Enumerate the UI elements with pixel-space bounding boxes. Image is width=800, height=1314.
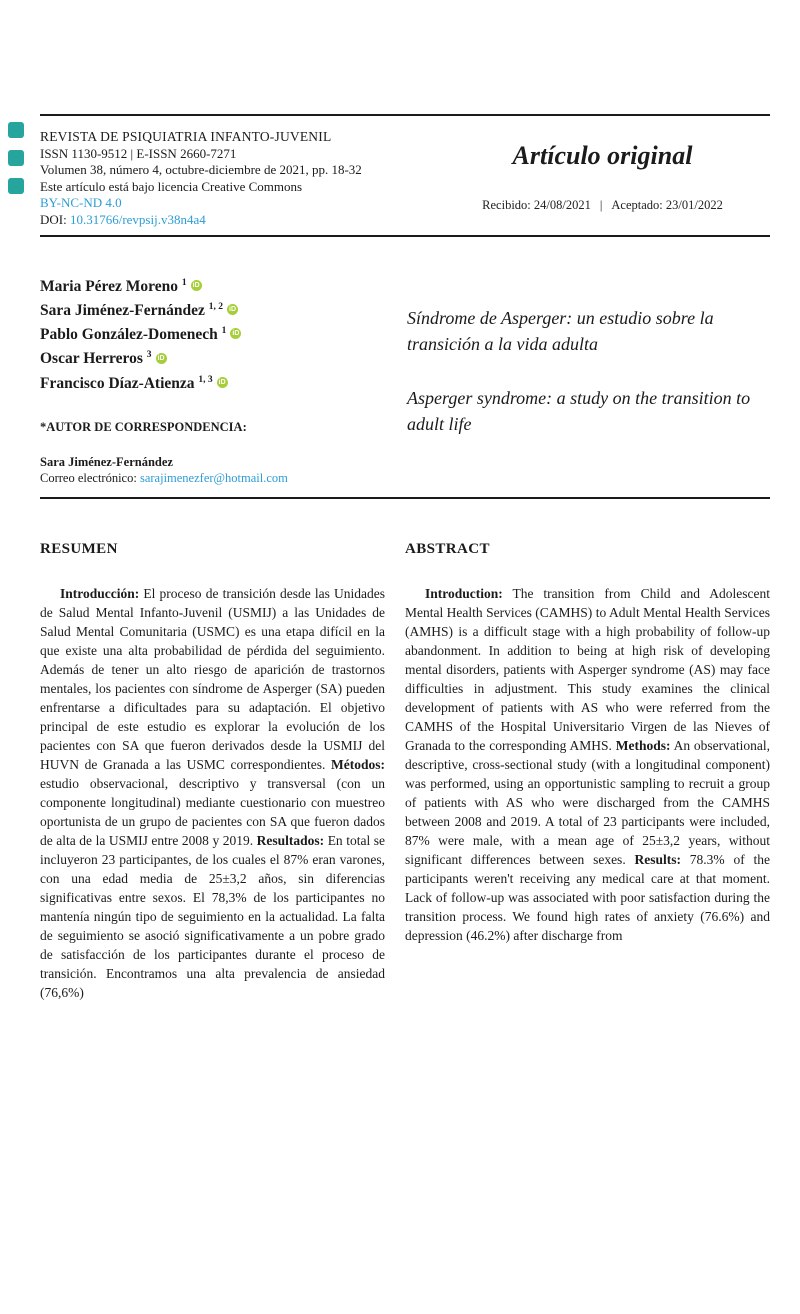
author-name: Sara Jiménez-Fernández <box>40 302 205 320</box>
journal-info-block <box>40 129 410 233</box>
orcid-icon[interactable] <box>227 304 238 315</box>
author-affiliation-sup: 3 <box>146 350 152 361</box>
journal-license-line <box>40 195 410 212</box>
journal-doi-line <box>40 212 410 229</box>
orcid-icon[interactable] <box>217 377 228 388</box>
abstract-column <box>405 541 770 1002</box>
author-affiliation-sup: 1, 2 <box>208 302 223 313</box>
brand-square-icon <box>8 178 24 194</box>
author-name: Francisco Díaz-Atienza <box>40 374 195 392</box>
orcid-icon[interactable] <box>191 280 202 291</box>
authors-titles-section <box>40 237 770 486</box>
correspondence-email-line <box>40 470 385 486</box>
author-row <box>40 297 385 321</box>
doi-label: DOI: <box>40 211 70 227</box>
email-label: Correo electrónico: <box>40 470 140 485</box>
header-right-block <box>435 129 770 233</box>
article-type-label: Artículo original <box>512 141 693 170</box>
journal-header <box>40 116 770 235</box>
orcid-icon[interactable] <box>230 328 241 339</box>
resumen-column <box>40 541 385 1002</box>
article-title-en: Asperger syndrome: a study on the transition to adult life <box>407 388 751 434</box>
abstract-heading: ABSTRACT <box>405 540 490 557</box>
page-content <box>0 114 800 1002</box>
abstract-text: Introduction: The transition from Child and Adolescent Mental Health Services (CAMHS) to Adult Mental Health Services (AMHS) is a difficult stage with a high probability of follow-up abandonment. In addition to being at high risk of developing mental disorders, patients with Asperger syndrome (AS) may face difficulties in adjustment. This study examines the clinical development of patients with AS who were referred from the CAMHS of the Hospital Universitario Virgen de las Nieves of Granada to the corresponding AMHS. Methods: An observational, descriptive, cross-sectional study (with a longitudinal component) was performed, using an opportunistic sampling to recruit a group of patients with AS who were discharged from the CAMHS between 2008 and 2019. A total of 23 participants were included, 87% were male, with a mean age of 25±3,2 years, without significant differences between sexes. Results: 78.3% of the participants weren't receiving any medical care at that moment. Lack of follow-up was associated with poor satisfaction during the transition process. We found high rates of anxiety (76.6%) and depression (46.2%) after discharge from <box>405 585 771 943</box>
author-name: Oscar Herreros <box>40 350 143 368</box>
author-affiliation-sup: 1, 3 <box>198 374 213 385</box>
resumen-text: Introducción: El proceso de transición desde las Unidades de Salud Mental Infanto-Juvenil (USMIJ) a las Unidades de Salud Mental Comunitaria (USMC) es una etapa difícil en la que existe una alta probabilidad de pérdida del seguimiento. Además de tener un alto riesgo de aparición de trastornos mentales, los pacientes con síndrome de Asperger (SA) pueden enfrentarse a dificultades para su adaptación. El objetivo principal de este estudio es explorar la evolución de los pacientes con SA que fueron derivados desde la USMIJ del HUVN de Granada a las USMC correspondientes. Métodos: estudio observacional, descriptivo y transversal (con un componente longitudinal) mediante cuestionario con muestreo oportunista de un grupo de pacientes con SA que fueron dados de alta de la USMIJ entre 2008 y 2019. Resultados: En total se incluyeron 23 participantes, de los cuales el 87% eran varones, con una edad media de 25±3,2 años, sin diferencias significativas entre sexos. El 78,3% de los participantes no mantenía ningún tipo de seguimiento en la actualidad. La falta de seguimiento se asoció significativamente a un pobre grado de satisfacción de los participantes durante el proceso de transición. Encontramos una alta prevalencia de ansiedad (76,6%) <box>40 585 385 1000</box>
abstract-section <box>40 499 770 1002</box>
author-row <box>40 370 385 394</box>
doi-link[interactable]: 10.31766/revpsij.v38n4a4 <box>69 211 206 227</box>
journal-issn: ISSN 1130-9512 | E-ISSN 2660-7271 <box>40 145 237 161</box>
dates-line <box>435 198 770 213</box>
license-link[interactable]: BY-NC-ND 4.0 <box>40 195 122 210</box>
author-name: Maria Pérez Moreno <box>40 278 179 296</box>
author-list <box>40 273 385 394</box>
titles-column <box>407 273 770 486</box>
received-date: Recibido: 24/08/2021 <box>482 198 591 212</box>
brand-square-icon <box>8 150 24 166</box>
author-name: Pablo González-Domenech <box>40 326 218 344</box>
journal-volume: Volumen 38, número 4, octubre-diciembre de 2021, pp. 18-32 <box>40 162 362 177</box>
journal-license-text: Este artículo está bajo licencia Creative Commons <box>40 178 303 194</box>
orcid-icon[interactable] <box>156 353 167 364</box>
journal-name: REVISTA DE PSIQUIATRIA INFANTO-JUVENIL <box>40 129 332 144</box>
author-row <box>40 345 385 369</box>
email-link[interactable]: sarajimenezfer@hotmail.com <box>139 470 288 485</box>
authors-affiliations-column <box>40 273 385 486</box>
journal-brand-squares <box>8 122 24 194</box>
author-affiliation-sup: 1 <box>221 326 227 337</box>
author-affiliation-sup: 1 <box>181 278 187 288</box>
author-row <box>40 321 385 345</box>
correspondence-heading: *AUTOR DE CORRESPONDENCIA: <box>40 419 247 434</box>
accepted-date: Aceptado: 23/01/2022 <box>611 198 723 212</box>
article-title-es: Síndrome de Asperger: un estudio sobre la transición a la vida adulta <box>407 308 714 354</box>
correspondence-block <box>40 419 385 486</box>
resumen-heading: RESUMEN <box>40 540 118 557</box>
brand-square-icon <box>8 122 24 138</box>
correspondence-name: Sara Jiménez-Fernández <box>40 454 173 469</box>
dates-separator: | <box>599 198 603 212</box>
author-row <box>40 273 385 297</box>
